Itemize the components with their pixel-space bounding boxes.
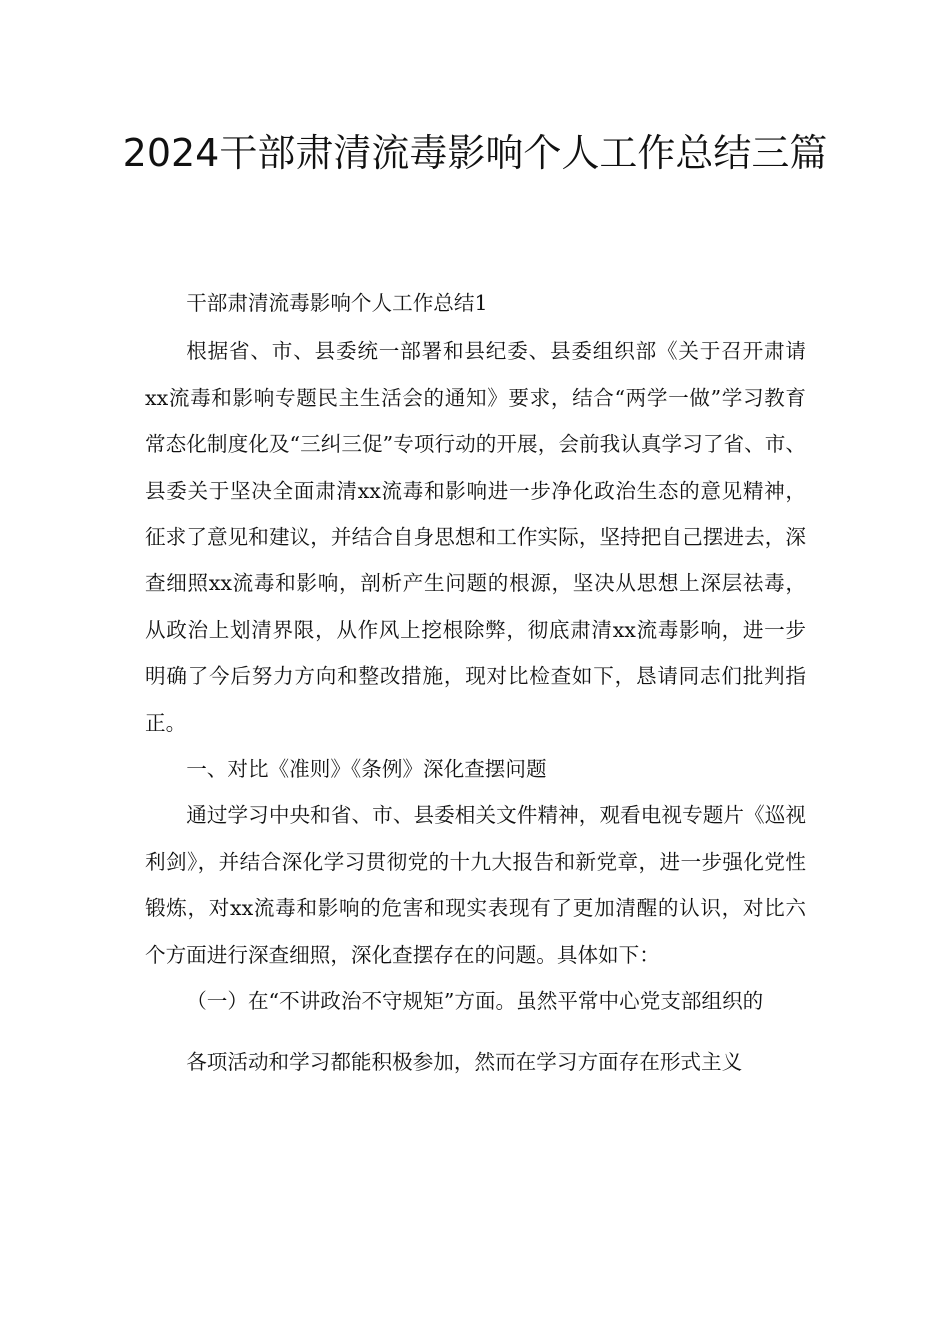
paragraph-item-1-continued: 各项活动和学习都能积极参加，然而在学习方面存在形式主义 — [186, 1049, 743, 1074]
section-heading-1: 一、对比《准则》《条例》深化查摆问题 — [186, 757, 547, 782]
paragraph-item-1: （一）在“不讲政治不守规矩”方面。虽然平常中心党支部组织的 — [186, 989, 764, 1014]
section-title-summary-1: 干部肃清流毒影响个人工作总结1 — [186, 291, 488, 315]
document-title: 2024干部肃清流毒影响个人工作总结三篇 — [122, 131, 828, 175]
paragraph-intro: 根据省、市、县委统一部署和县纪委、县委组织部《关于召开肃请xx流毒和影响专题民主生活会的通知》要求，结合“两学一做”学习教育常态化制度化及“三纠三促”专项行动的开展，会前我认真学习了省、市、县委关于坚决全面肃清xx流毒和影响进一步净化政治生态的意见精神，征求了意见和建议，并结合自身思想和工作实际，坚持把自己摆进去，深查细照xx流毒和影响，剖析产生问题的根源，坚决从思想上深层祛毒，从政治上划清界限，从作风上挖根除弊，彻底肃清xx流毒影响，进一步明确了今后努力方向和整改措施，现对比检查如下，恳请同志们批判指正。 — [145, 339, 806, 735]
document-body — [145, 280, 806, 1085]
paragraph-study: 通过学习中央和省、市、县委相关文件精神，观看电视专题片《巡视利剑》，并结合深化学习贯彻党的十九大报告和新党章，进一步强化党性锻炼，对xx流毒和影响的危害和现实表现有了更加清醒的认识，对比六个方面进行深查细照，深化查摆存在的问题。具体如下： — [145, 803, 806, 967]
